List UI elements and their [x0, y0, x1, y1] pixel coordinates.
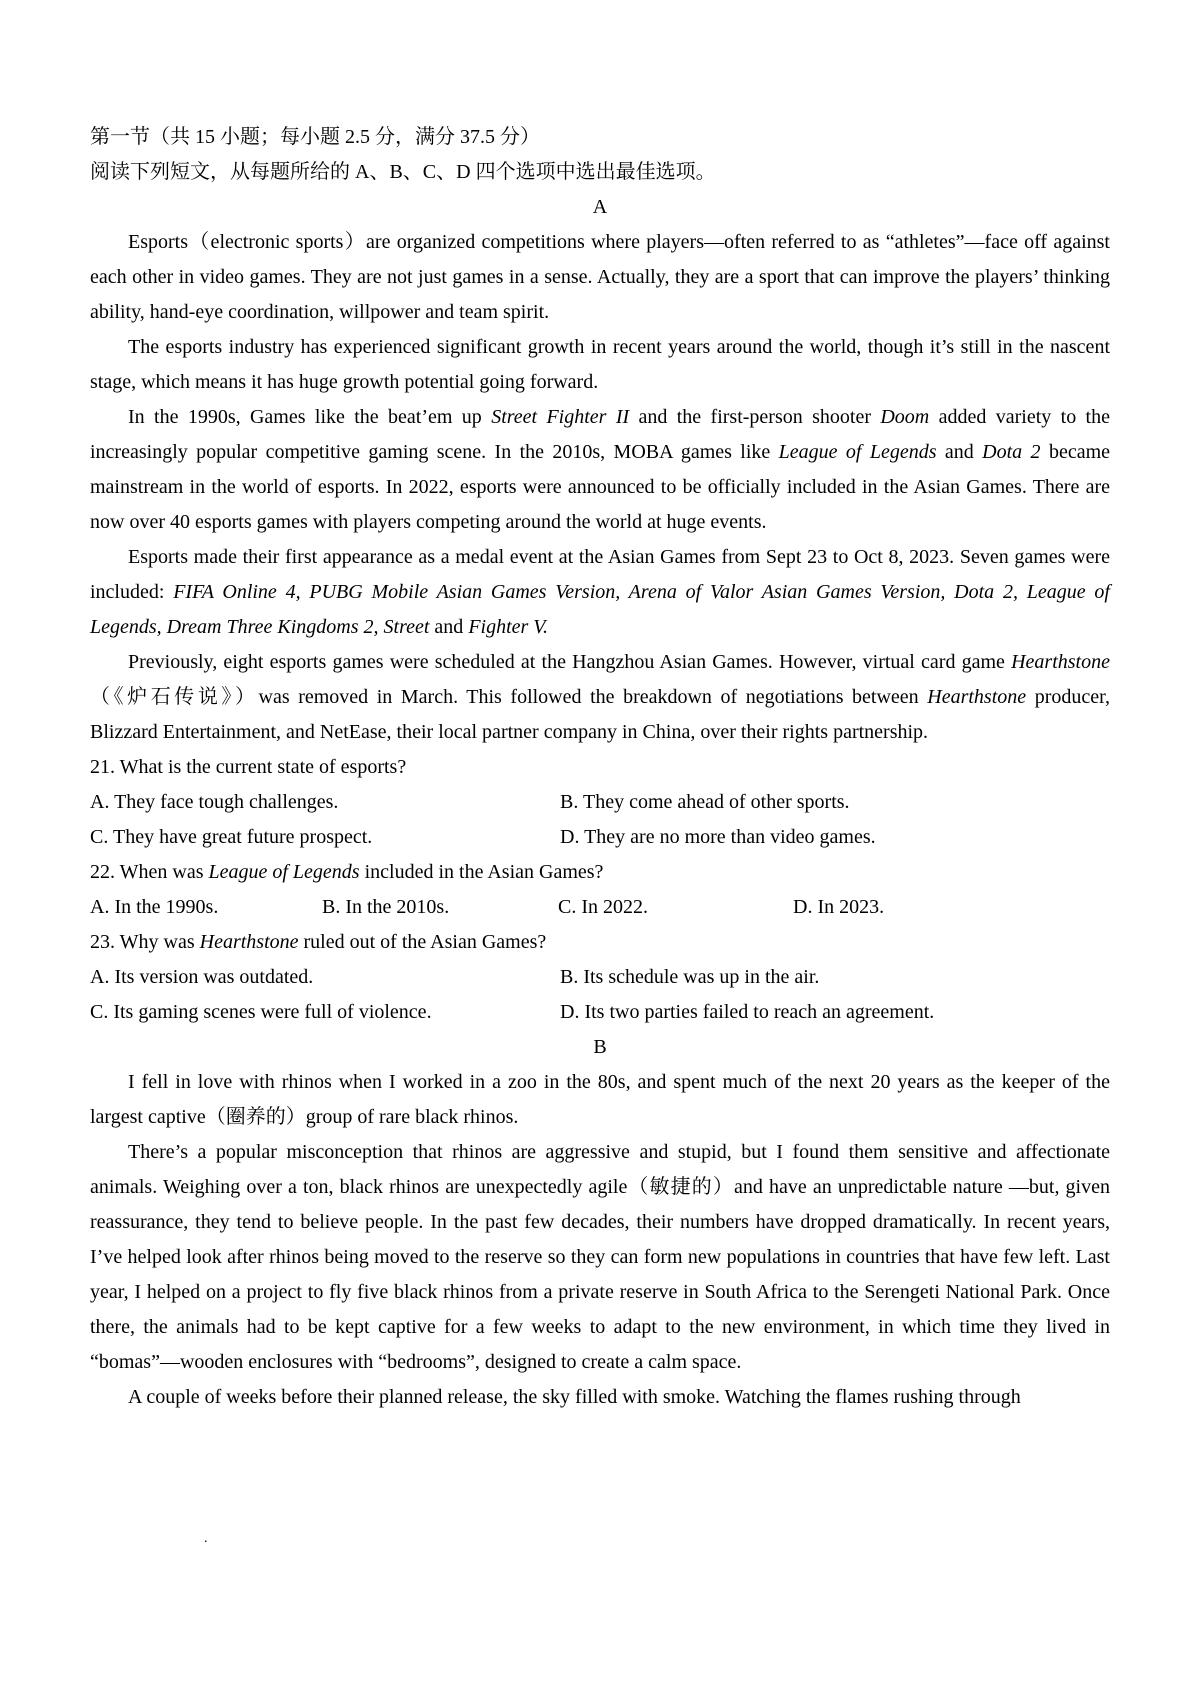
question-23-option-a: A. Its version was outdated.	[90, 966, 314, 988]
passage-a-paragraph-2: The esports industry has experienced significant growth in recent years around the world, though it’s still in the nascent stage, which means it has huge growth potential going forward.	[90, 336, 1110, 393]
passage-a-paragraph-1: Esports（electronic sports）are organized competitions where players—often referred to as “athletes”—face off against each other in video games. They are not just games in a sense. Actually, they are a sport that can improve the players’ thinking ability, hand-eye coordination, willpower and team spirit.	[90, 231, 1110, 323]
question-23-option-d: D. Its two parties failed to reach an agreement.	[560, 1001, 935, 1023]
question-22-stem: 22. When was League of Legends included in the Asian Games?	[90, 861, 604, 883]
passage-b-paragraph-3: A couple of weeks before their planned release, the sky filled with smoke. Watching the flames rushing through	[128, 1386, 1021, 1408]
question-22-option-d: D. In 2023.	[793, 896, 885, 918]
question-22	[90, 855, 1110, 925]
section-instructions: 阅读下列短文，从每题所给的 A、B、C、D 四个选项中选出最佳选项。	[90, 161, 716, 183]
question-21-option-c: C. They have great future prospect.	[90, 826, 373, 848]
question-22-option-b: B. In the 2010s.	[322, 896, 450, 918]
passage-a-paragraph-3: In the 1990s, Games like the beat’em up Street Fighter II and the first-person shooter Doom added variety to the increasingly popular competitive gaming scene. In the 2010s, MOBA games like League of Legends and Dota 2 became mainstream in the world of esports. In 2022, esports were announced to be officially included in the Asian Games. There are now over 40 esports games with players competing around the world at huge events.	[90, 406, 1111, 533]
question-23	[90, 925, 1110, 1030]
question-23-option-c: C. Its gaming scenes were full of violence.	[90, 1001, 432, 1023]
question-22-options	[90, 890, 1110, 925]
passage-a-paragraph-5: Previously, eight esports games were scheduled at the Hangzhou Asian Games. However, virtual card game Hearthstone（《炉石传说》）was removed in March. This followed the breakdown of negotiations between Hearthstone producer, Blizzard Entertainment, and NetEase, their local partner company in China, over their rights partnership.	[90, 651, 1110, 743]
question-21-option-d: D. They are no more than video games.	[560, 826, 876, 848]
passage-b-paragraph-1: I fell in love with rhinos when I worked in a zoo in the 80s, and spent much of the next 20 years as the keeper of the largest captive（圈养的）group of rare black rhinos.	[90, 1071, 1110, 1128]
passage-b-paragraph-2: There’s a popular misconception that rhinos are aggressive and stupid, but I found them sensitive and affectionate animals. Weighing over a ton, black rhinos are unexpectedly agile（敏捷的）and have an unpredictable nature —but, given reassurance, they tend to believe people. In the past few decades, their numbers have dropped dramatically. In recent years, I’ve helped look after rhinos being moved to the reserve so they can form new populations in countries that have few left. Last year, I helped on a project to fly five black rhinos from a private reserve in South Africa to the Serengeti National Park. Once there, the animals had to be kept captive for a few weeks to adapt to the new environment, in which time they lived in “bomas”—wooden enclosures with “bedrooms”, designed to create a calm space.	[90, 1141, 1110, 1373]
question-23-stem: 23. Why was Hearthstone ruled out of the Asian Games?	[90, 931, 547, 953]
section-title: 第一节（共 15 小题；每小题 2.5 分，满分 37.5 分）	[90, 126, 540, 148]
question-22-option-a: A. In the 1990s.	[90, 896, 219, 918]
question-22-option-c: C. In 2022.	[558, 896, 648, 918]
question-23-option-b: B. Its schedule was up in the air.	[560, 966, 820, 988]
passage-a-label: A	[592, 196, 608, 218]
page-content	[90, 120, 1110, 1415]
question-21-option-a: A. They face tough challenges.	[90, 791, 339, 813]
passage-a-paragraph-4: Esports made their first appearance as a medal event at the Asian Games from Sept 23 to Oct 8, 2023. Seven games were included: FIFA Online 4, PUBG Mobile Asian Games Version, Arena of Valor Asian Games Version, Dota 2, League of Legends, Dream Three Kingdoms 2, Street and Fighter V.	[90, 546, 1110, 638]
stray-mark: .	[204, 1531, 208, 1546]
passage-b-label: B	[593, 1036, 607, 1058]
question-21-stem: 21. What is the current state of esports?	[90, 756, 407, 778]
question-21	[90, 750, 1110, 855]
question-23-options	[90, 960, 1110, 1030]
question-21-option-b: B. They come ahead of other sports.	[560, 791, 850, 813]
question-21-options	[90, 785, 1110, 855]
